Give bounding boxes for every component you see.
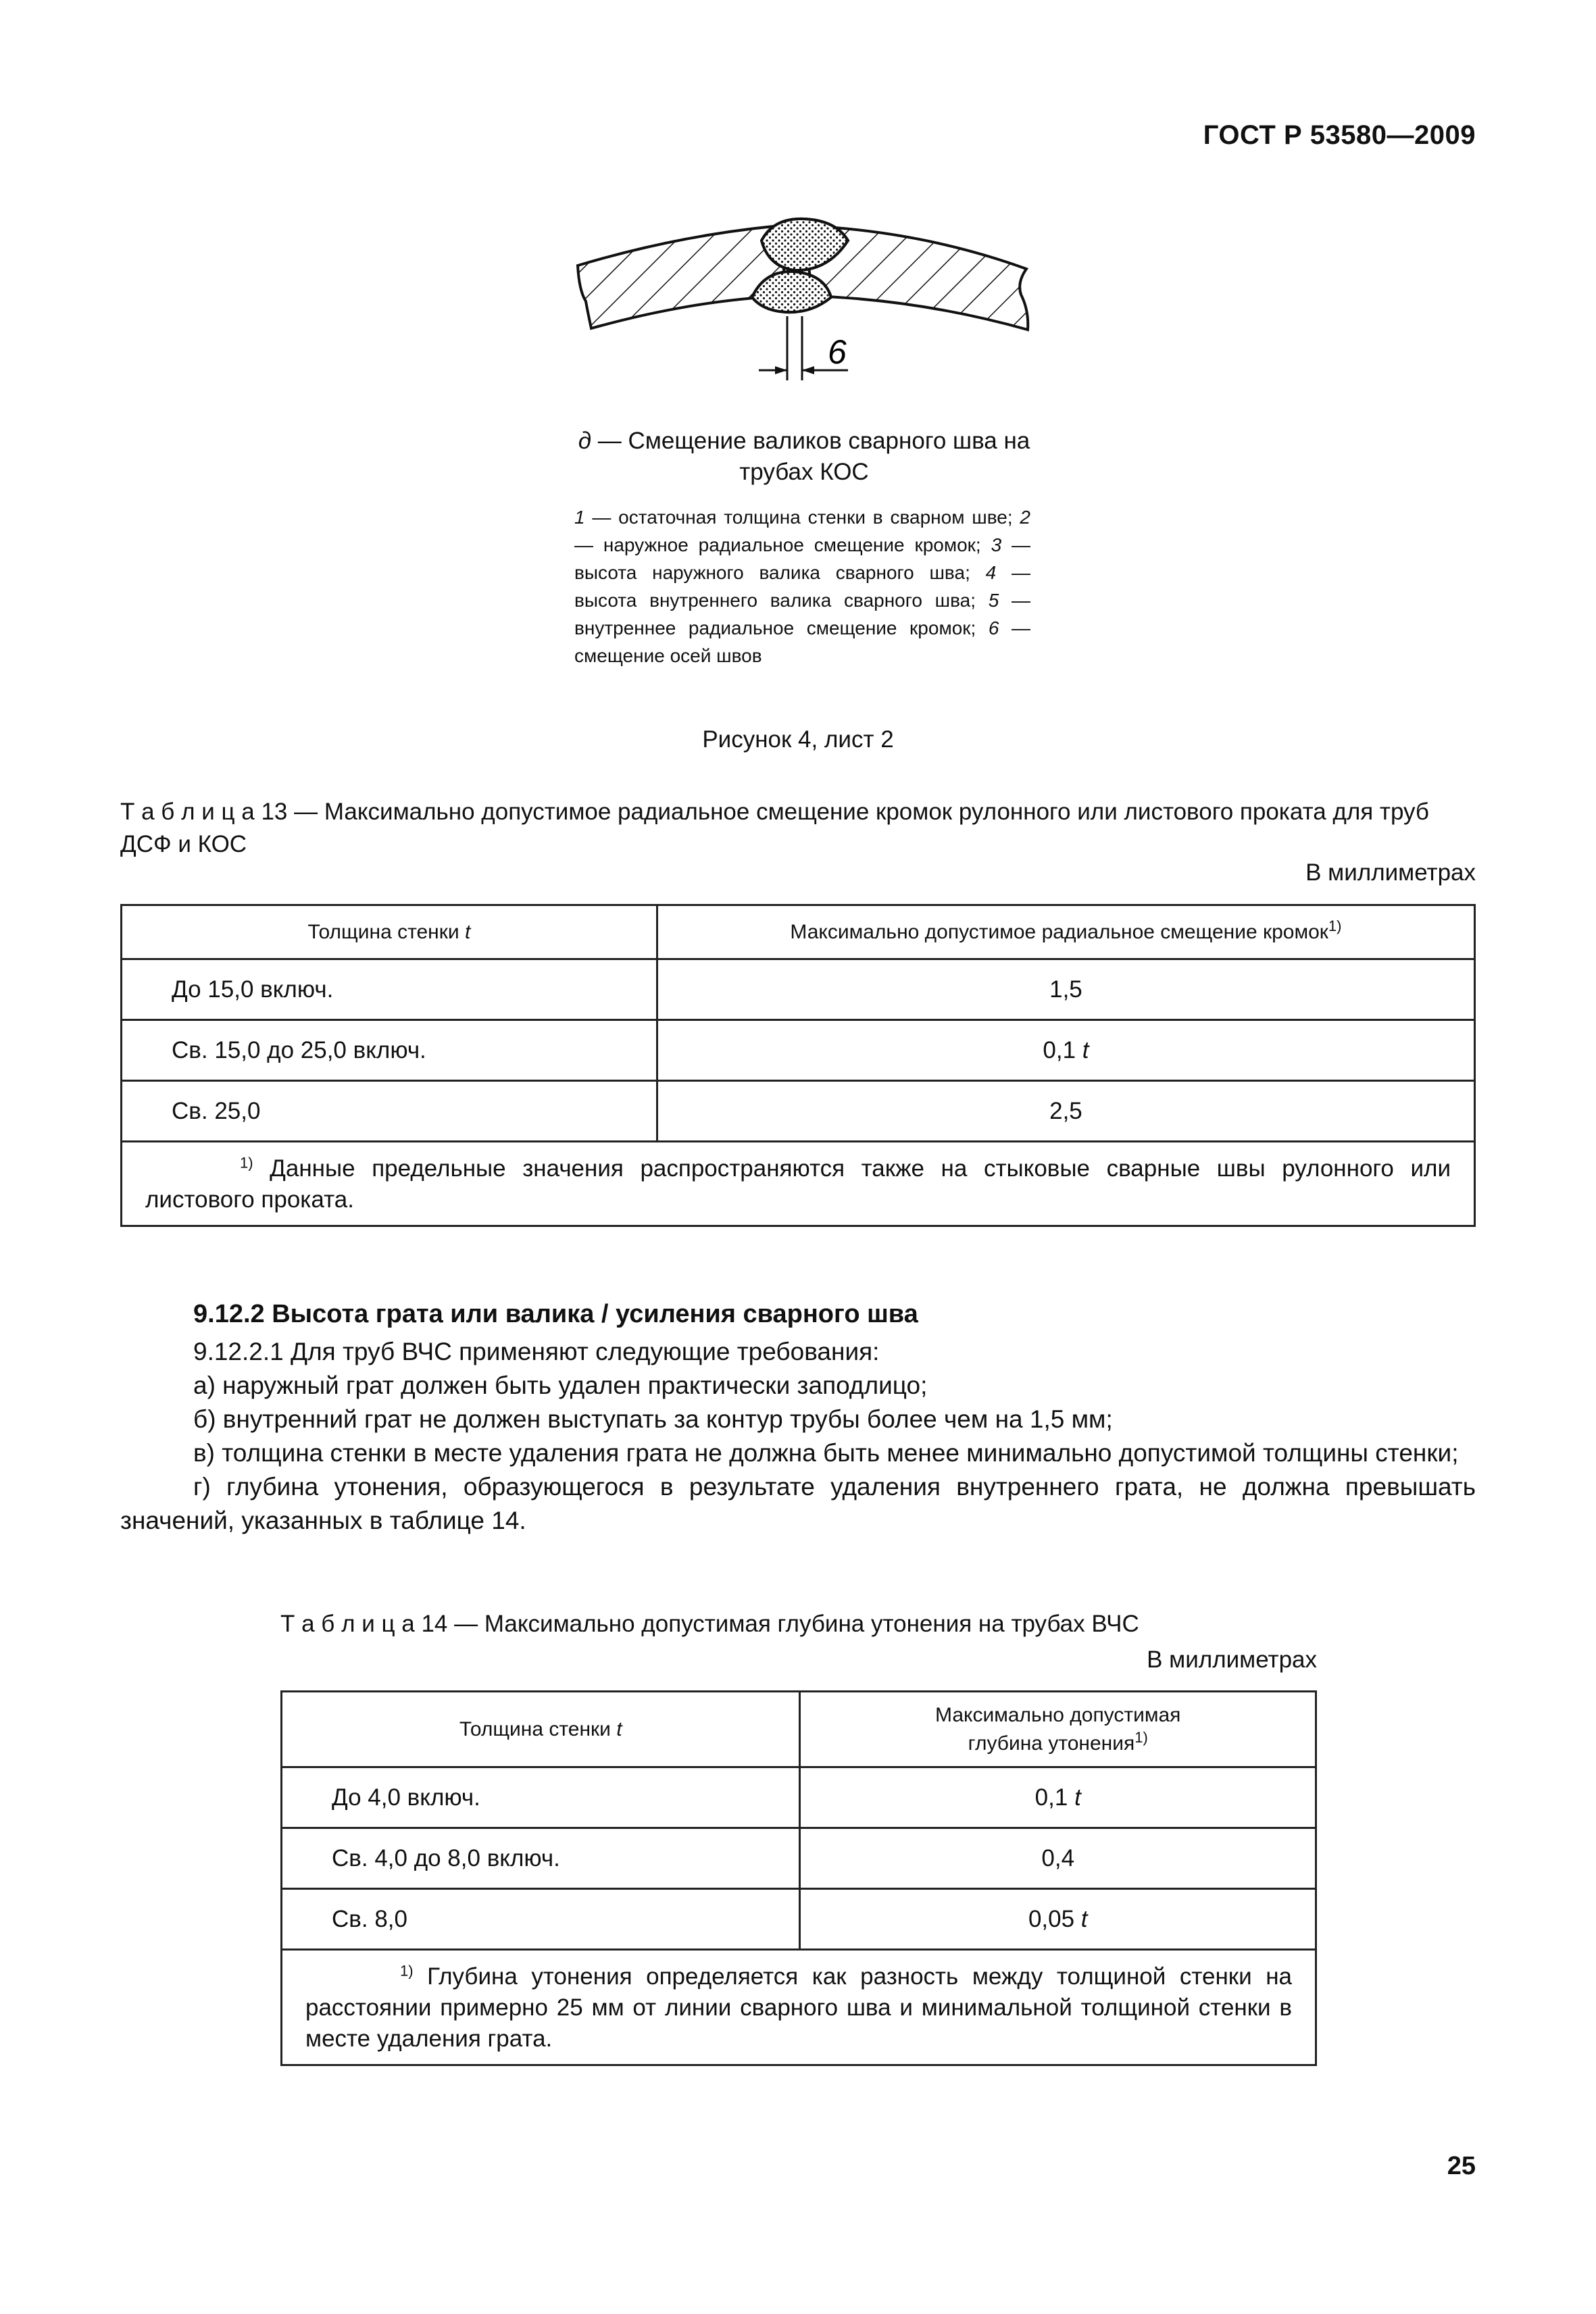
- table-header-row: [122, 905, 1475, 959]
- table14-unit: В миллиметрах: [1147, 1646, 1317, 1673]
- list-item: в) толщина стенки в месте удаления грата не должна быть менее минимально допустимой толщины стенки;: [193, 1439, 1459, 1467]
- weld-figure: [571, 215, 1044, 401]
- table14-caption: Т а б л и ц а 14 — Максимально допустимая глубина утонения на трубах ВЧС: [280, 1611, 1139, 1637]
- table-row: Св. 4,0 до 8,0 включ. 0,4: [282, 1828, 1316, 1889]
- column-header-thickness: Толщина стенки t: [282, 1692, 800, 1767]
- list-item: г) глубина утонения, образующегося в результате удаления внутреннего грата, не должна превышать значений, указанных в таблице 14.: [120, 1473, 1476, 1534]
- column-header-thickness: Толщина стенки t: [122, 905, 657, 959]
- table-row: До 4,0 включ. 0,1 t: [282, 1767, 1316, 1828]
- left-wall-section: [578, 226, 786, 328]
- table13: [120, 904, 1476, 1227]
- list-item: б) внутренний грат не должен выступать за контур трубы более чем на 1,5 мм;: [193, 1405, 1113, 1433]
- table-row: Св. 8,0 0,05 t: [282, 1889, 1316, 1950]
- page-number: 25: [1447, 2152, 1476, 2180]
- table14-footnote: $^{1)}$ Глубина утонения определяется как разность между толщиной стенки на расстоянии примерно 25 мм от линии сварного шва и минимальной толщиной стенки в месте удаления грата.: [282, 1950, 1316, 2065]
- table-row: До 15,0 включ. 1,5: [122, 959, 1475, 1020]
- table-row: Св. 15,0 до 25,0 включ. 0,1 t: [122, 1020, 1475, 1081]
- list-item: а) наружный грат должен быть удален практически заподлицо;: [193, 1372, 928, 1399]
- table14: [280, 1690, 1317, 2066]
- table13-unit: В миллиметрах: [1305, 859, 1476, 886]
- dimension-label: 6: [828, 333, 847, 371]
- table-row: Св. 25,0 2,5: [122, 1081, 1475, 1142]
- document-code: ГОСТ Р 53580—2009: [1203, 120, 1476, 150]
- section-heading: 9.12.2 Высота грата или валика / усиления сварного шва: [193, 1300, 918, 1328]
- figure-legend: 1 — остаточная толщина стенки в сварном шве; 2 — наружное радиальное смещение кромок; 3 — высота наружного валика сварного шва; 4 — высота внутреннего валика сварного шва; 5 — внутреннее радиальное смещение кромок; 6 — смещение осей швов: [574, 507, 1031, 666]
- table-header-row: [282, 1692, 1316, 1767]
- table13-footnote: $^{1)}$ Данные предельные значения распространяются также на стыковые сварные швы рулонного или листового проката.: [122, 1142, 1475, 1226]
- column-header-offset: Максимально допустимое радиальное смещение кромок$^{1)}$: [657, 905, 1474, 959]
- table-footnote-row: [282, 1950, 1316, 2065]
- paragraph: 9.12.2.1 Для труб ВЧС применяют следующие требования:: [193, 1338, 880, 1365]
- figure-caption: д — Смещение валиков сварного шва на трубах КОС: [578, 428, 1030, 485]
- column-header-thinning: Максимально допустимая глубина утонения$^{1)}$: [800, 1692, 1316, 1767]
- figure-title: Рисунок 4, лист 2: [702, 726, 894, 753]
- table13-caption: Т а б л и ц а 13 — Максимально допустимое радиальное смещение кромок рулонного или листового проката для труб ДСФ и КОС: [120, 799, 1429, 857]
- weld-seam-drawing: [571, 215, 1044, 397]
- table-footnote-row: [122, 1142, 1475, 1226]
- section-body: [120, 1335, 1476, 1538]
